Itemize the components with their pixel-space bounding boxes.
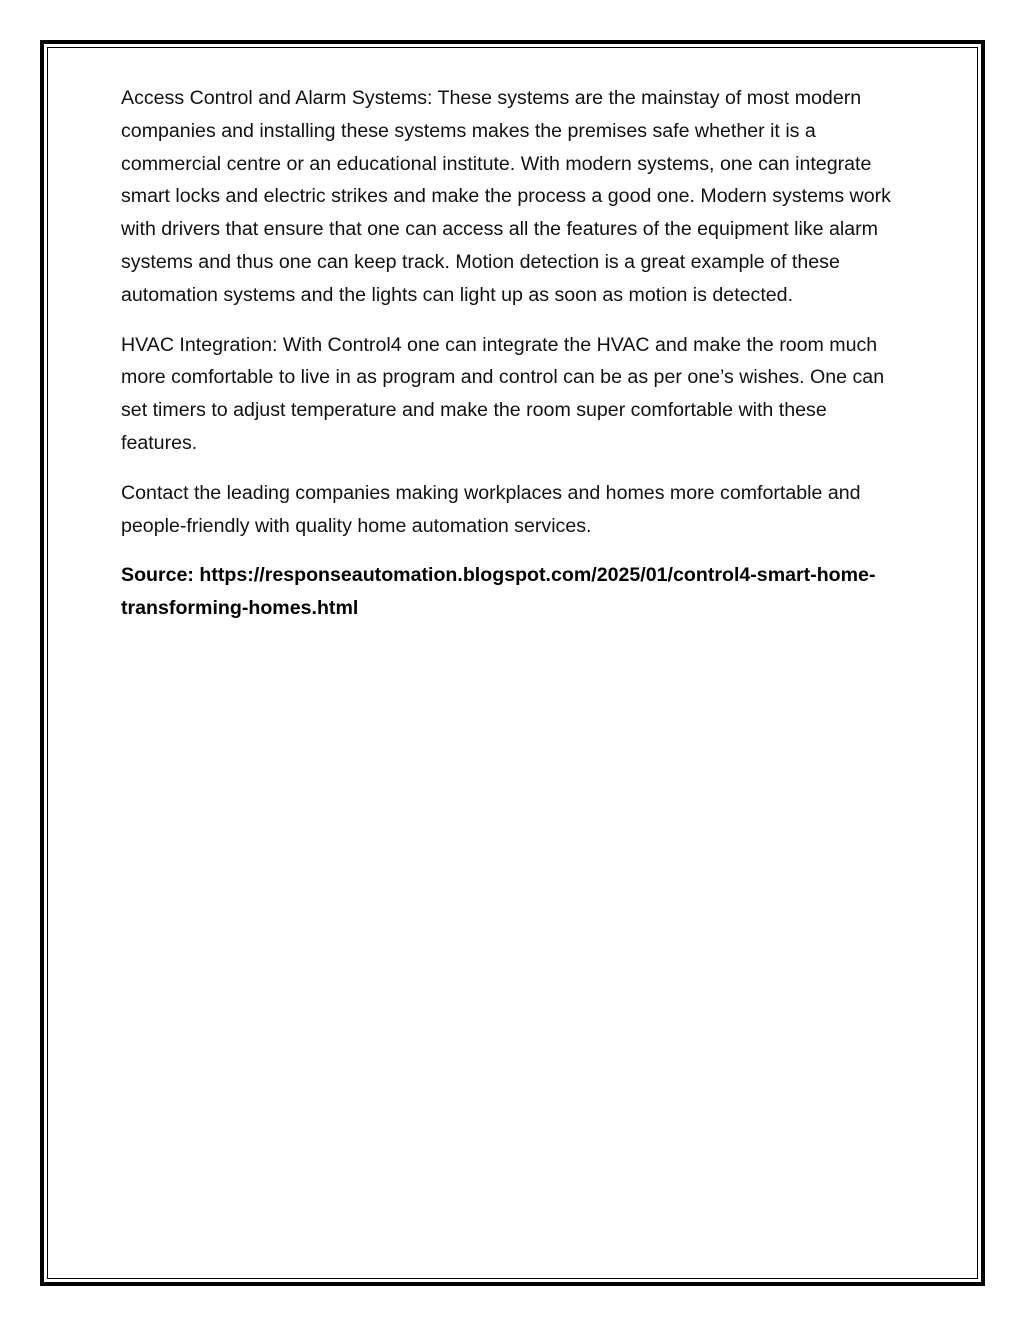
source-link[interactable]: Source: https://responseautomation.blogspot.com/2025/01/control4-smart-home-transforming-homes.html [121, 564, 876, 620]
paragraph-contact: Contact the leading companies making workplaces and homes more comfortable and people-friendly with quality home automation services. [121, 481, 861, 537]
paragraph-hvac-integration: HVAC Integration: With Control4 one can integrate the HVAC and make the room much more comfortable to live in as program and control can be as per one’s wishes. One can set timers to adjust temperature and make the room super comfortable with these features. [121, 333, 885, 454]
paragraph-access-control: Access Control and Alarm Systems: These systems are the mainstay of most modern companies and installing these systems makes the premises safe whether it is a commercial centre or an educational institute. With modern systems, one can integrate smart locks and electric strikes and make the process a good one. Modern systems work with drivers that ensure that one can access all the features of the equipment like alarm systems and thus one can keep track. Motion detection is a great example of these automation systems and the lights can light up as soon as motion is detected. [121, 87, 891, 306]
document-body [121, 82, 901, 642]
